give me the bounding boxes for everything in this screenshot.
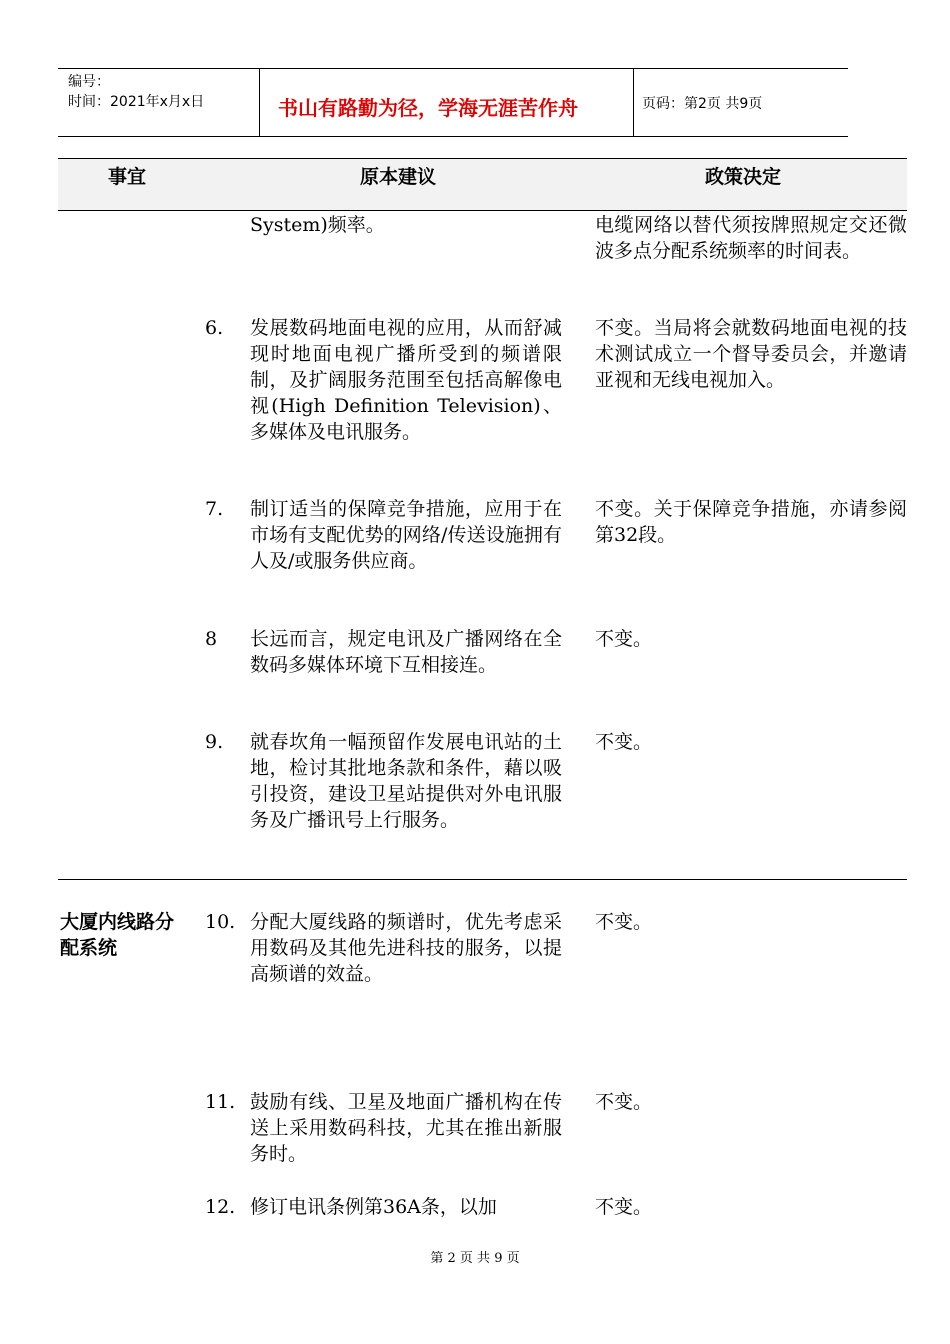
item-number: 10. [205, 911, 236, 933]
page-label: 页码：第2页 共9页 [642, 96, 763, 112]
decision-text: 不变。 [595, 1196, 653, 1218]
number-label: 编号： [68, 74, 110, 90]
item-number: 9. [205, 731, 224, 753]
table-top-rule [58, 158, 907, 159]
decision-text: 不变。 [595, 731, 653, 753]
time-label: 时间：2021年x月x日 [68, 94, 205, 110]
item-number: 11. [205, 1091, 236, 1113]
proposal-text: 分配大厦线路的频谱时，优先考虑采用数码及其他先进科技的服务，以提高频谱的效益。 [250, 911, 562, 985]
proposal-text: 长远而言，规定电讯及广播网络在全数码多媒体环境下互相接连。 [250, 628, 562, 676]
page-footer: 第 2 页 共 9 页 [430, 1251, 520, 1266]
column-header-decision: 政策决定 [705, 166, 782, 188]
section-topic: 大厦内线路分配系统 [60, 911, 175, 959]
proposal-text: 修订电讯条例第36A条，以加 [250, 1196, 497, 1218]
decision-text: 不变。当局将会就数码地面电视的技术测试成立一个督导委员会，并邀请亚视和无线电视加入。 [595, 317, 907, 391]
item-number: 12. [205, 1196, 236, 1218]
decision-text: 不变。 [595, 1091, 653, 1113]
proposal-text: System)频率。 [250, 214, 385, 236]
item-number: 7. [205, 498, 224, 520]
section-rule [58, 879, 907, 880]
header-bottom-rule [58, 136, 848, 137]
column-header-proposal: 原本建议 [360, 166, 437, 188]
table-header-rule [58, 210, 907, 211]
column-header-topic: 事宜 [108, 166, 147, 188]
header-divider [259, 68, 260, 136]
decision-text: 不变。关于保障竞争措施，亦请参阅第32段。 [595, 498, 907, 546]
header-top-rule [58, 68, 848, 69]
item-number: 8 [205, 628, 218, 650]
header-divider [633, 68, 634, 136]
decision-text: 电缆网络以替代须按牌照规定交还微波多点分配系统频率的时间表。 [595, 214, 907, 262]
decision-text: 不变。 [595, 911, 653, 933]
proposal-text: 鼓励有线、卫星及地面广播机构在传送上采用数码科技，尤其在推出新服务时。 [250, 1091, 562, 1165]
proposal-text: 发展数码地面电视的应用，从而舒减现时地面电视广播所受到的频谱限制，及扩阔服务范围至包括高解像电视(High Definition Television)、多媒体及电讯服务。 [250, 317, 562, 443]
item-number: 6. [205, 317, 224, 339]
decision-text: 不变。 [595, 628, 653, 650]
motto: 书山有路勤为径，学海无涯苦作舟 [278, 96, 578, 120]
proposal-text: 就春坎角一幅预留作发展电讯站的土地，检讨其批地条款和条件，藉以吸引投资，建设卫星站提供对外电讯服务及广播讯号上行服务。 [250, 731, 562, 831]
proposal-text: 制订适当的保障竞争措施，应用于在市场有支配优势的网络/传送设施拥有人及/或服务供应商。 [250, 498, 562, 572]
